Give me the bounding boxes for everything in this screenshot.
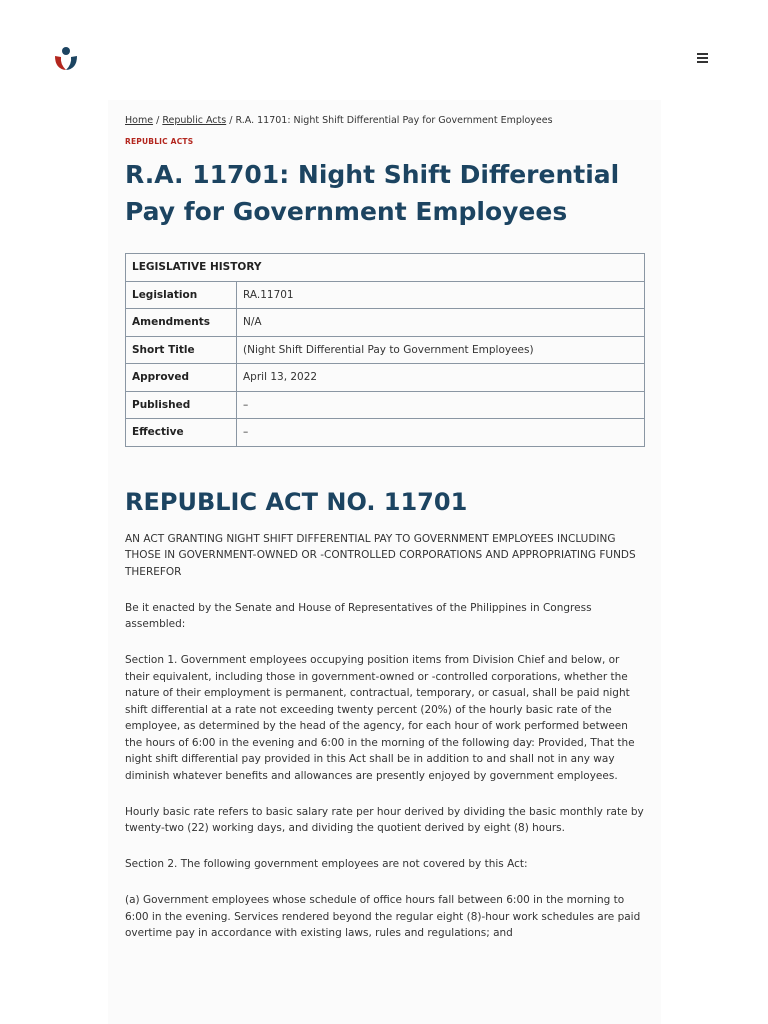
breadcrumb-separator: /	[156, 115, 160, 126]
breadcrumb-republic-acts-link[interactable]: Republic Acts	[162, 115, 227, 126]
row-value: –	[237, 391, 645, 419]
section-2-paragraph: Section 2. The following government employees are not covered by this Act:	[125, 858, 528, 870]
row-label: Effective	[126, 419, 237, 447]
section-2a-paragraph: (a) Government employees whose schedule of office hours fall between 6:00 in the morning to 6:00 in the evening. Services rendered beyond the regular eight (8)-hour work schedules are paid overtime pay in accordance with existing laws, rules and regulations; and	[125, 894, 641, 939]
act-body	[125, 531, 645, 942]
row-label: Legislation	[126, 281, 237, 309]
breadcrumb-separator: /	[229, 115, 233, 126]
table-row	[126, 309, 645, 337]
row-label: Approved	[126, 364, 237, 392]
site-header	[0, 0, 768, 100]
breadcrumb	[125, 114, 645, 128]
row-label: Published	[126, 391, 237, 419]
row-value: April 13, 2022	[237, 364, 645, 392]
act-title-paragraph: AN ACT GRANTING NIGHT SHIFT DIFFERENTIAL PAY TO GOVERNMENT EMPLOYEES INCLUDING THOSE IN GOVERNMENT-OWNED OR -CONTROLLED CORPORATIONS AND APPROPRIATING FUNDS THEREFOR	[125, 532, 636, 578]
row-label: Short Title	[126, 336, 237, 364]
breadcrumb-current: R.A. 11701: Night Shift Differential Pay for Government Employees	[235, 115, 553, 126]
table-row	[126, 336, 645, 364]
section-1-paragraph: Section 1. Government employees occupying position items from Division Chief and below, or their equivalent, including those in government-owned or -controlled corporations, whether the nature of their employment is permanent, contractual, temporary, or casual, shall be paid night shift differential at a rate not exceeding twenty percent (20%) of the hourly basic rate of the employee, as determined by the head of the agency, for each hour of work performed between the hours of 6:00 in the evening and 6:00 in the morning of the following day: Provided, That the night shift differential pay provided in this Act shall be in addition to and shall not in any way diminish whatever benefits and allowances are presently enjoyed by government employees.	[125, 654, 635, 782]
row-label: Amendments	[126, 309, 237, 337]
row-value: N/A	[237, 309, 645, 337]
table-row	[126, 391, 645, 419]
article-content	[125, 114, 645, 961]
legislative-history-table	[125, 253, 645, 447]
hamburger-menu-icon[interactable]	[697, 49, 715, 65]
breadcrumb-home-link[interactable]: Home	[125, 115, 154, 126]
enacting-clause-paragraph: Be it enacted by the Senate and House of Representatives of the Philippines in Congress assembled:	[125, 601, 592, 630]
row-value: RA.11701	[237, 281, 645, 309]
category-label[interactable]: REPUBLIC ACTS	[125, 137, 194, 146]
table-row	[126, 281, 645, 309]
legislative-history-heading: LEGISLATIVE HISTORY	[126, 254, 645, 282]
row-value: –	[237, 419, 645, 447]
act-heading: REPUBLIC ACT NO. 11701	[125, 487, 468, 516]
table-row	[126, 419, 645, 447]
table-row	[126, 364, 645, 392]
figure-logo-icon[interactable]	[52, 44, 80, 72]
row-value: (Night Shift Differential Pay to Government Employees)	[237, 336, 645, 364]
hourly-rate-paragraph: Hourly basic rate refers to basic salary rate per hour derived by dividing the basic monthly rate by twenty-two (22) working days, and dividing the quotient derived by eight (8) hours.	[125, 805, 644, 834]
page-title: R.A. 11701: Night Shift Differential Pay for Government Employees	[125, 160, 620, 226]
